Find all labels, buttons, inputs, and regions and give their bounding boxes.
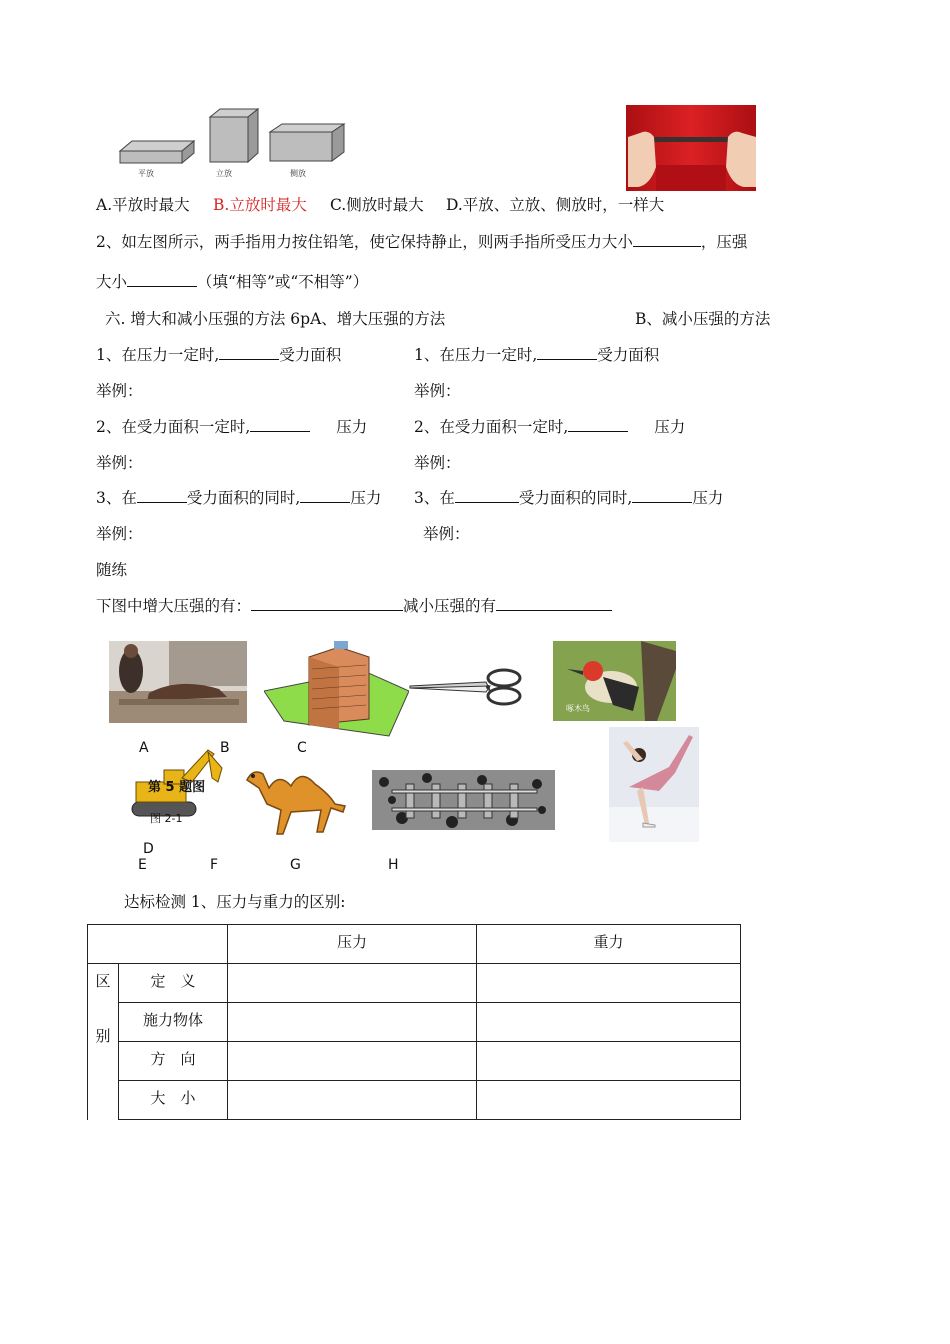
q1-option-c: C.侧放时最大	[330, 196, 424, 214]
table-row-label: 大 小	[119, 1081, 228, 1120]
table-group-top: 区	[95, 972, 111, 990]
table-cell-pressure-magnitude[interactable]	[228, 1081, 477, 1120]
label-c: C	[297, 740, 307, 756]
q2-line1-pre: 2、如左图所示，两手指用力按住铅笔，使它保持静止，则两手指所受压力大小	[96, 233, 633, 251]
practice-q-mid: 减小压强的有	[403, 597, 497, 615]
right-row2-blank[interactable]	[568, 417, 628, 432]
table-group-cell	[88, 964, 119, 1120]
figure-subcaption: 图 2-1	[150, 812, 183, 825]
left-example1: 举例：	[96, 382, 143, 400]
left-row1-post: 受力面积	[279, 346, 342, 364]
right-row2-pre: 2、在受力面积一定时,	[414, 418, 569, 436]
table-cell-gravity-source[interactable]	[477, 1003, 741, 1042]
right-row3-blank-b[interactable]	[632, 488, 692, 503]
label-g: G	[290, 857, 301, 873]
table-cell-gravity-definition[interactable]	[477, 964, 741, 1003]
q2-blank-force[interactable]	[633, 232, 701, 247]
right-row3-pre: 3、在	[414, 489, 455, 507]
left-row2	[96, 417, 367, 437]
block-label-stand: 立放	[216, 169, 232, 178]
table-cell-pressure-direction[interactable]	[228, 1042, 477, 1081]
practice-blank-decrease[interactable]	[496, 596, 612, 611]
right-row2	[414, 417, 685, 437]
check-title: 达标检测 1、压力与重力的区别:	[124, 893, 346, 911]
railway-track-photo	[372, 770, 555, 830]
left-row1-pre: 1、在压力一定时,	[96, 346, 220, 364]
left-row3-post: 压力	[350, 489, 382, 507]
label-d: D	[143, 841, 154, 857]
practice-blank-increase[interactable]	[251, 596, 403, 611]
left-row3-blank-b[interactable]	[300, 488, 350, 503]
pencil-fingers-photo	[626, 105, 756, 191]
table-cell-gravity-magnitude[interactable]	[477, 1081, 741, 1120]
right-row3-post: 压力	[692, 489, 724, 507]
table-row-label: 定 义	[119, 964, 228, 1003]
left-row3-mid: 受力面积的同时,	[186, 489, 301, 507]
q2-line2-pre: 大小	[96, 273, 128, 291]
table-row-label: 施力物体	[119, 1003, 228, 1042]
q1-option-a: A.平放时最大	[96, 196, 190, 214]
left-row2-post: 压力	[336, 418, 368, 436]
left-row2-blank[interactable]	[250, 417, 310, 432]
section6-title: 六. 增大和减小压强的方法 6pA、增大压强的方法	[105, 310, 446, 328]
table-row	[88, 1003, 741, 1042]
right-row1-pre: 1、在压力一定时,	[414, 346, 538, 364]
right-row3	[414, 488, 723, 508]
q2-line2	[96, 272, 368, 292]
bird-tag: 啄木鸟	[566, 704, 590, 713]
practice-q-pre: 下图中增大压强的有：	[96, 597, 252, 615]
scissors-drawing	[408, 668, 528, 706]
right-example3: 举例：	[423, 525, 470, 543]
table-corner-cell	[88, 925, 228, 964]
right-row3-mid: 受力面积的同时,	[518, 489, 633, 507]
left-row3-blank-a[interactable]	[137, 488, 187, 503]
right-row1-blank[interactable]	[537, 345, 597, 360]
q2-line2-post: （填“相等”或“不相等”）	[197, 273, 369, 291]
comparison-table	[87, 924, 741, 1120]
table-header-row	[88, 925, 741, 964]
ice-skater-photo	[609, 727, 699, 842]
practice-title: 随练	[96, 561, 128, 579]
label-f: F	[210, 857, 219, 873]
table-header-pressure: 压力	[228, 925, 477, 964]
figure-caption: 第 5 题图	[148, 780, 206, 795]
q1-option-d: D.平放、立放、侧放时，一样大	[446, 196, 665, 214]
label-h: H	[388, 857, 399, 873]
building-photo	[264, 641, 409, 741]
left-example2: 举例：	[96, 454, 143, 472]
camel-drawing	[237, 756, 359, 838]
q1-option-b: B.立放时最大	[213, 196, 307, 214]
q2-line1-post: ，压强	[700, 233, 748, 251]
table-cell-gravity-direction[interactable]	[477, 1042, 741, 1081]
label-b: B	[220, 740, 230, 756]
block-label-side: 侧放	[290, 169, 306, 178]
left-row1-blank[interactable]	[219, 345, 279, 360]
right-example1: 举例：	[414, 382, 461, 400]
label-e: E	[138, 857, 147, 873]
table-cell-pressure-definition[interactable]	[228, 964, 477, 1003]
table-row	[88, 964, 741, 1003]
left-row2-pre: 2、在受力面积一定时,	[96, 418, 251, 436]
right-example2: 举例：	[414, 454, 461, 472]
table-row	[88, 1081, 741, 1120]
left-row3-pre: 3、在	[96, 489, 137, 507]
right-row1-post: 受力面积	[597, 346, 660, 364]
left-row1	[96, 345, 341, 365]
block-label-flat: 平放	[138, 169, 154, 178]
q2-line1	[96, 232, 747, 252]
table-group-bottom: 别	[95, 1027, 111, 1045]
nail-bed-photo	[109, 641, 247, 723]
practice-question	[96, 596, 612, 616]
left-row3	[96, 488, 381, 508]
left-example3: 举例：	[96, 525, 143, 543]
table-row	[88, 1042, 741, 1081]
label-a: A	[139, 740, 149, 756]
right-row1	[414, 345, 659, 365]
table-cell-pressure-source[interactable]	[228, 1003, 477, 1042]
table-row-label: 方 向	[119, 1042, 228, 1081]
table-header-gravity: 重力	[477, 925, 741, 964]
section6-right-title: B、减小压强的方法	[635, 310, 771, 328]
right-row3-blank-a[interactable]	[455, 488, 519, 503]
q2-blank-pressure[interactable]	[127, 272, 197, 287]
right-row2-post: 压力	[654, 418, 686, 436]
